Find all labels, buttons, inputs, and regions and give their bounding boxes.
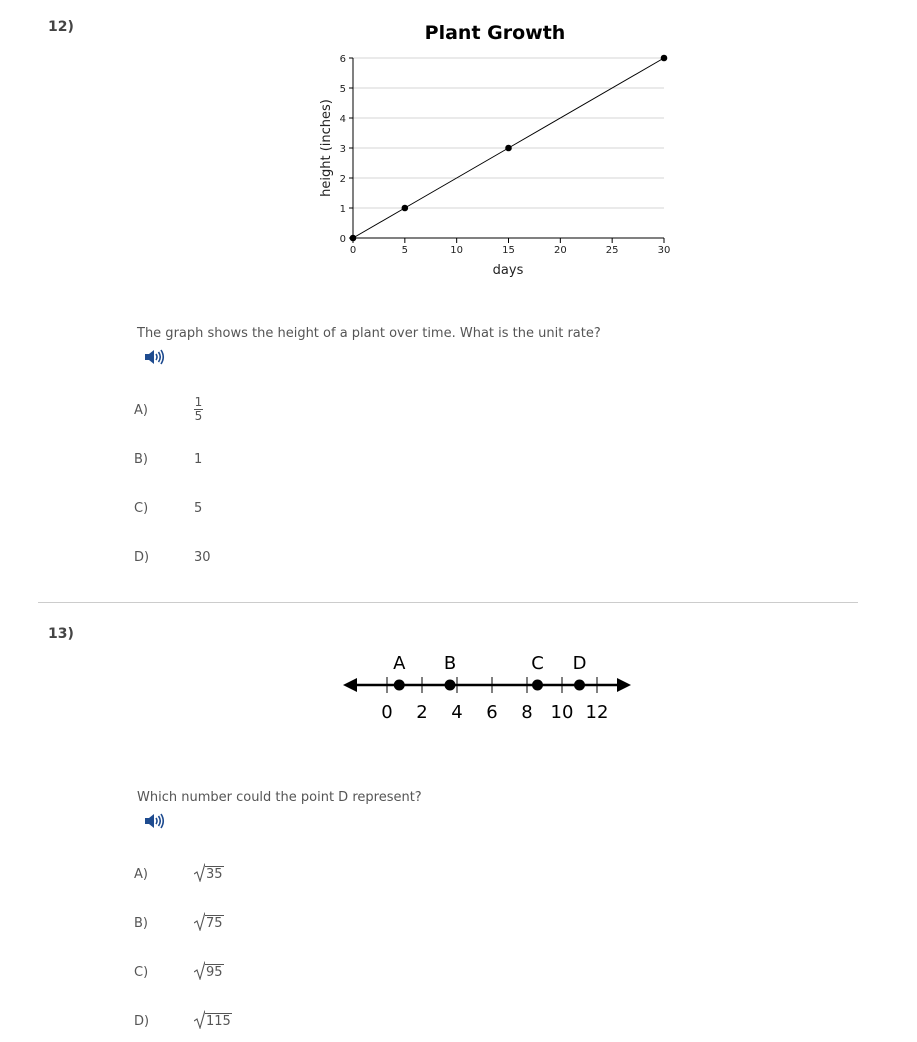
x-tick-label: 20 xyxy=(553,245,567,256)
number-line-point-label: D xyxy=(572,653,587,674)
q12-option-a-letter[interactable]: A) xyxy=(134,403,148,418)
number-line-tick-label: 10 xyxy=(550,702,574,723)
y-tick-label: 5 xyxy=(339,84,346,95)
number-line-tick-label: 0 xyxy=(381,702,393,723)
radicand: 115 xyxy=(206,1014,231,1029)
number-line xyxy=(335,645,640,730)
number-line-point xyxy=(532,680,543,691)
x-tick-labels xyxy=(350,245,671,256)
plant-growth-chart xyxy=(300,15,700,290)
y-axis-label: height (inches) xyxy=(319,99,334,197)
y-tick-label: 4 xyxy=(339,114,346,125)
number-line-tick-label: 2 xyxy=(416,702,428,723)
x-axis-label: days xyxy=(492,263,524,278)
data-point xyxy=(505,145,512,152)
q13-option-a-value[interactable] xyxy=(194,863,224,886)
q12-option-b-value[interactable]: 1 xyxy=(194,452,203,467)
number-line-point-label: A xyxy=(393,653,406,674)
question-13-number: 13) xyxy=(48,626,74,642)
number-line-tick-label: 6 xyxy=(486,702,498,723)
question-12-number: 12) xyxy=(48,19,74,35)
fraction-numerator: 1 xyxy=(194,395,203,409)
square-root xyxy=(194,1010,232,1029)
speaker-icon[interactable] xyxy=(143,811,165,831)
data-point xyxy=(661,55,668,62)
number-line-point xyxy=(574,680,585,691)
y-tick-label: 1 xyxy=(339,204,346,215)
q13-option-c-value[interactable] xyxy=(194,961,224,984)
q12-option-b-letter[interactable]: B) xyxy=(134,452,148,467)
q13-option-c-letter[interactable]: C) xyxy=(134,965,149,980)
q12-option-d-value[interactable]: 30 xyxy=(194,550,211,565)
x-tick-label: 5 xyxy=(401,245,409,256)
y-tick-label: 0 xyxy=(339,234,346,245)
left-arrow-icon xyxy=(343,678,357,692)
y-tick-label: 3 xyxy=(339,144,346,155)
q13-option-a-letter[interactable]: A) xyxy=(134,867,148,882)
radicand: 35 xyxy=(206,867,223,882)
square-root xyxy=(194,961,224,980)
data-point xyxy=(350,235,357,242)
x-tick-label: 30 xyxy=(657,245,671,256)
right-arrow-icon xyxy=(617,678,631,692)
chart-title: Plant Growth xyxy=(424,22,566,44)
x-tick-label: 0 xyxy=(349,245,357,256)
square-root xyxy=(194,912,224,931)
number-line-point xyxy=(445,680,456,691)
question-13-prompt: Which number could the point D represent? xyxy=(137,790,422,805)
radicand: 95 xyxy=(206,965,223,980)
chart-grid xyxy=(353,58,664,208)
number-line-tick-label: 12 xyxy=(585,702,609,723)
q12-option-c-value[interactable]: 5 xyxy=(194,501,203,516)
question-12-prompt: The graph shows the height of a plant over time. What is the unit rate? xyxy=(137,326,601,341)
number-line-point-label: B xyxy=(443,653,457,674)
number-line-point xyxy=(394,680,405,691)
fraction xyxy=(194,396,203,423)
question-divider xyxy=(38,602,858,603)
q13-option-b-value[interactable] xyxy=(194,912,224,935)
square-root xyxy=(194,863,224,882)
q13-option-d-letter[interactable]: D) xyxy=(134,1014,150,1029)
y-tick-label: 2 xyxy=(339,174,346,185)
fraction-denominator: 5 xyxy=(194,409,203,423)
q12-option-a-value[interactable] xyxy=(194,395,203,423)
y-tick-labels xyxy=(340,54,346,245)
number-line-tick-label: 8 xyxy=(521,702,533,723)
x-tick-label: 15 xyxy=(502,245,515,256)
x-tick-label: 10 xyxy=(450,245,464,256)
x-tick-label: 25 xyxy=(605,245,619,256)
q13-option-d-value[interactable] xyxy=(194,1010,232,1033)
q13-option-b-letter[interactable]: B) xyxy=(134,916,148,931)
y-tick-label: 6 xyxy=(339,54,346,65)
speaker-icon[interactable] xyxy=(143,347,165,367)
number-line-point-label: C xyxy=(531,653,544,674)
data-point xyxy=(402,205,409,212)
radicand: 75 xyxy=(206,916,223,931)
q12-option-c-letter[interactable]: C) xyxy=(134,501,149,516)
q12-option-d-letter[interactable]: D) xyxy=(134,550,150,565)
number-line-tick-label: 4 xyxy=(451,702,463,723)
